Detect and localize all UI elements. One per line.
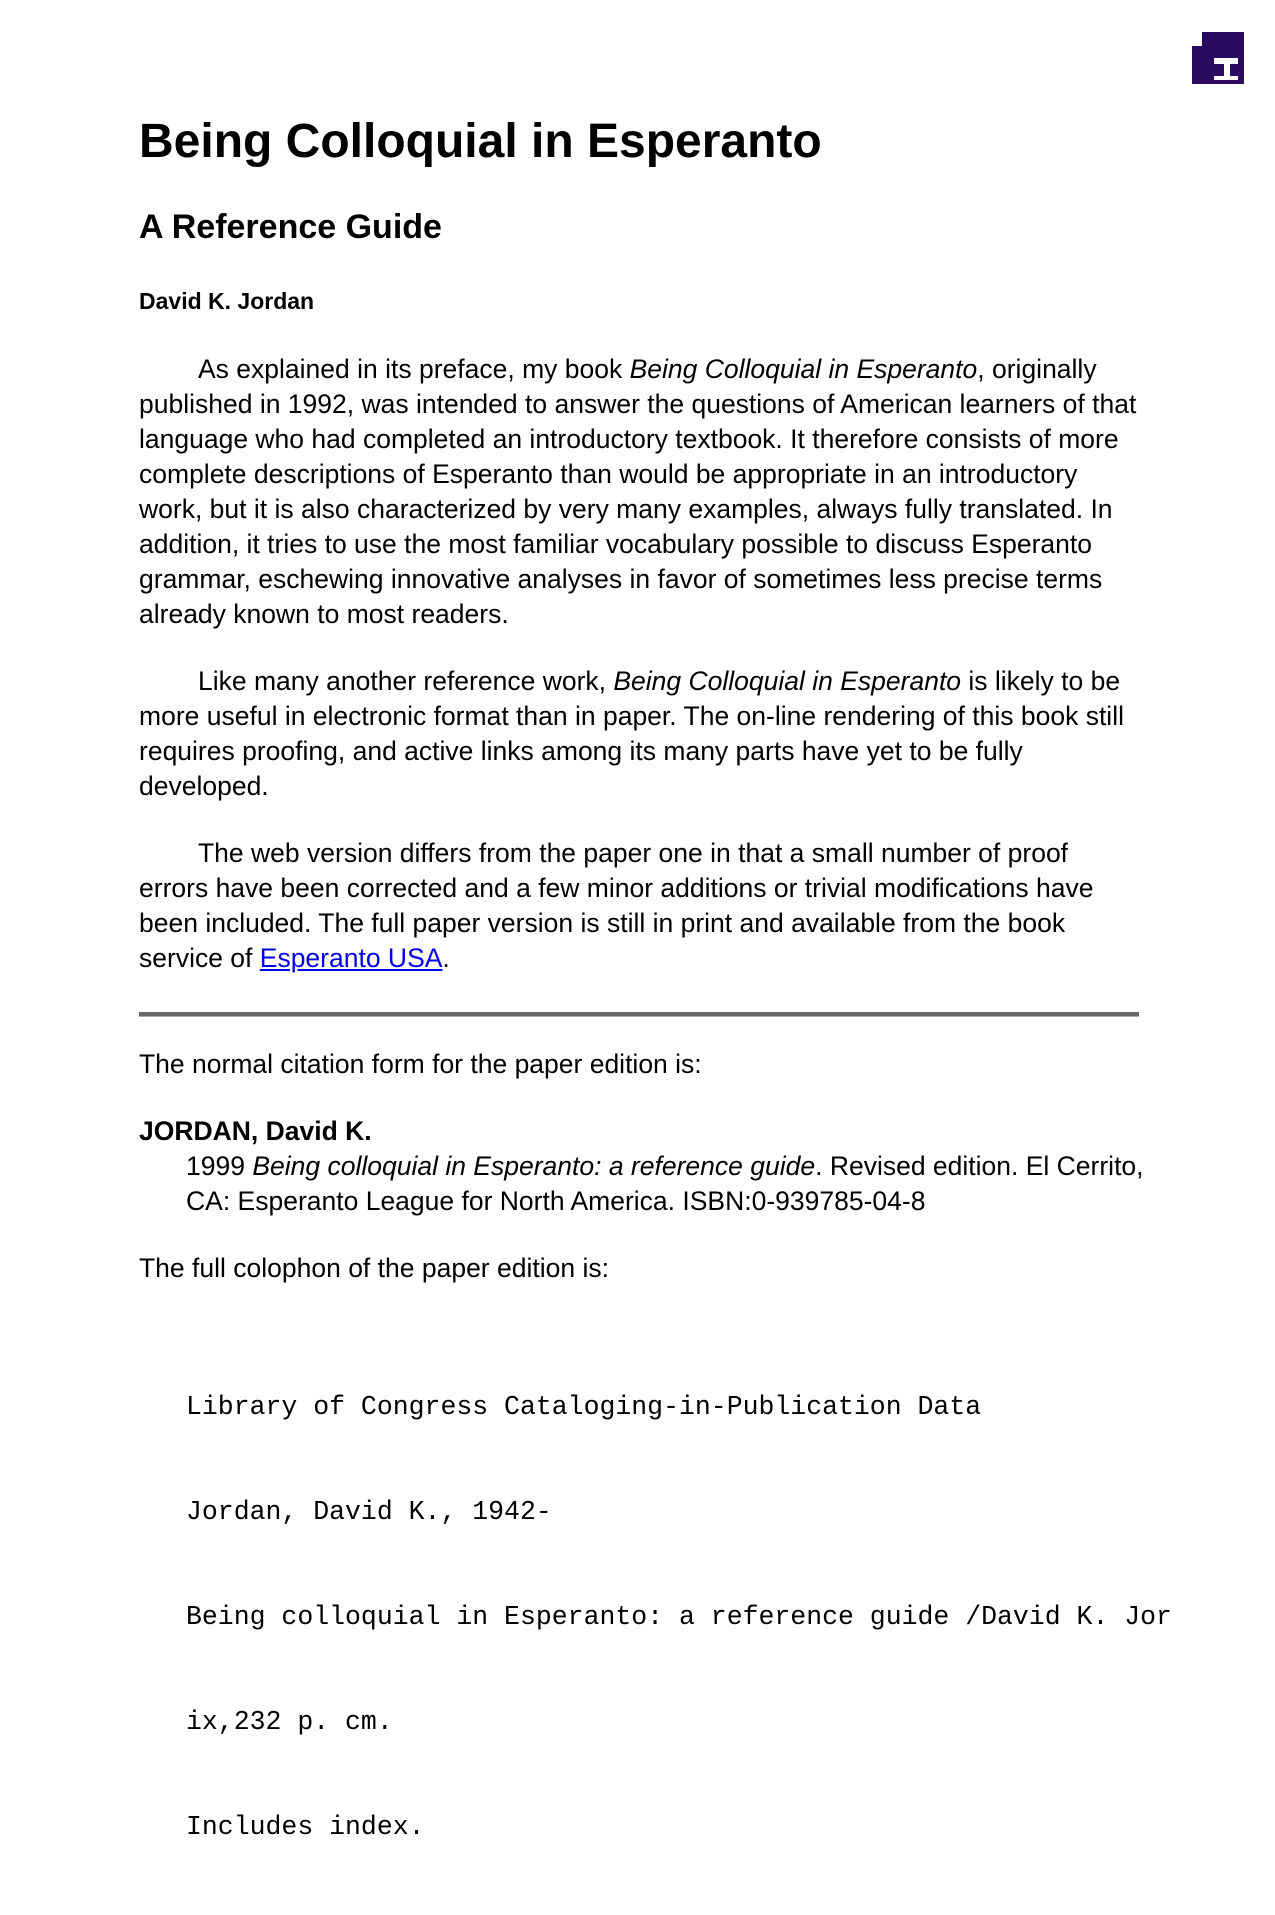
- colophon-line: Library of Congress Cataloging-in-Publication Data: [186, 1392, 982, 1422]
- colophon-line: ix,232 p. cm.: [186, 1707, 393, 1737]
- electronic-format-paragraph: [139, 664, 1144, 804]
- colophon-intro: The full colophon of the paper edition is:: [139, 1253, 609, 1283]
- document-body: [139, 108, 1172, 1915]
- esperanto-usa-link[interactable]: Esperanto USA: [259, 943, 443, 973]
- intro-paragraph: [139, 352, 1144, 632]
- page-subtitle: A Reference Guide: [139, 208, 442, 246]
- colophon-line: Being colloquial in Esperanto: a reference guide /David K. Jor: [186, 1602, 1172, 1632]
- page-title: Being Colloquial in Esperanto: [139, 115, 822, 168]
- colophon-block: [186, 1320, 1172, 1915]
- para1-book-title: Being Colloquial in Esperanto: [629, 354, 978, 384]
- para1-lead: As explained in its preface, my book: [198, 354, 630, 384]
- para1-rest: , originally published in 1992, was intended to answer the questions of American learners of that language who had completed an introductory textbook. It therefore consists of more complete descriptions of Esperanto than would be appropriate in an introductory work, but it is also characterized by very many examples, always fully translated. In addition, it tries to use the most familiar vocabulary possible to discuss Esperanto grammar, eschewing innovative analyses in favor of sometimes less precise terms already known to most readers.: [139, 354, 1137, 629]
- citation-year: 1999: [186, 1151, 253, 1181]
- citation-intro: The normal citation form for the paper edition is:: [139, 1049, 702, 1079]
- citation-title: Being colloquial in Esperanto: a reference guide: [252, 1151, 816, 1181]
- para2-book-title: Being Colloquial in Esperanto: [613, 666, 962, 696]
- para3-end: .: [442, 943, 450, 973]
- author-name: David K. Jordan: [139, 288, 315, 314]
- citation-rest: . Revised edition. El Cerrito, CA: Esperanto League for North America. ISBN:0-939785-04-8: [186, 1151, 1144, 1216]
- section-divider: [139, 1012, 1139, 1017]
- para2-lead: Like many another reference work,: [198, 666, 614, 696]
- web-version-paragraph: [139, 836, 1144, 976]
- colophon-line: Jordan, David K., 1942-: [186, 1497, 552, 1527]
- para3-lead: The web version differs from the paper one in that a small number of proof errors have been corrected and a few minor additions or trivial modifications have been included. The full paper version is still in print and available from the book service of: [139, 838, 1094, 973]
- para2-rest: is likely to be more useful in electronic format than in paper. The on-line rendering of this book still requires proofing, and active links among its many parts have yet to be fully developed.: [139, 666, 1124, 801]
- colophon-line: Includes index.: [186, 1812, 425, 1842]
- purple-square-logo-icon: [1192, 32, 1244, 84]
- citation-entry: [186, 1149, 1144, 1219]
- citation-author: JORDAN, David K.: [139, 1116, 372, 1146]
